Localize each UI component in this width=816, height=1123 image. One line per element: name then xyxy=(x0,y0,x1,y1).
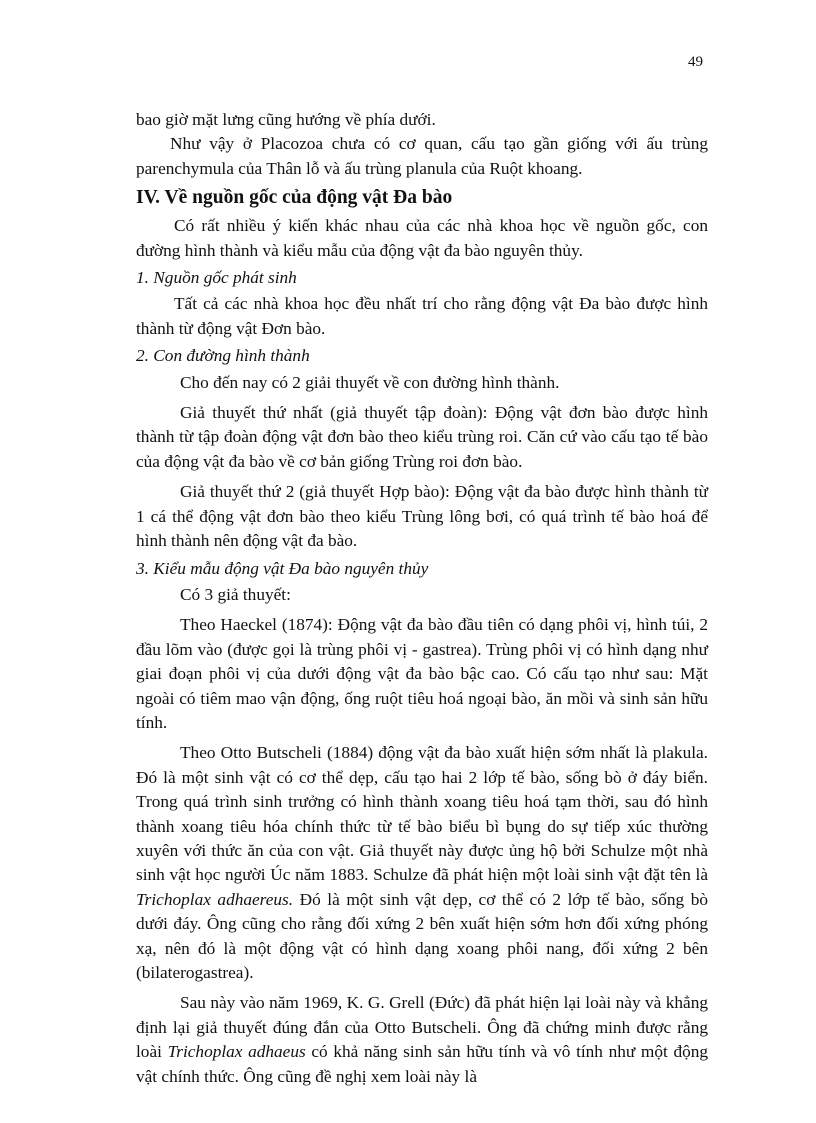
section-heading: IV. Về nguồn gốc của động vật Đa bào xyxy=(136,187,453,209)
paragraph xyxy=(136,741,708,985)
subsection-heading: 1. Nguồn gốc phát sinh xyxy=(136,268,297,288)
paragraph-text: có khả năng sinh sản hữu tính và vô tính như một động vật chính thức. Ông cũng đề nghị xem loài này là xyxy=(136,1042,709,1086)
paragraph-text: Sau này vào năm 1969, K. G. Grell (Đức) đã phát hiện lại loài này và khẳng định lại giả thuyết đúng đắn của Otto Butscheli. Ông đã chứng minh được rằng loài xyxy=(136,993,708,1062)
species-name: Trichoplax adhaereus. xyxy=(136,889,294,909)
subsection-heading: 2. Con đường hình thành xyxy=(136,346,310,366)
paragraph: Giả thuyết thứ 2 (giả thuyết Hợp bào): Động vật đa bào được hình thành từ 1 cá thể động vật đơn bào theo kiểu Trùng lông bơi, có quá trình tế bào hoá để hình thành nên động vật đa bào. xyxy=(136,482,708,551)
paragraph: Có 3 giả thuyết: xyxy=(180,584,291,604)
paragraph: Có rất nhiều ý kiến khác nhau của các nhà khoa học về nguồn gốc, con đường hình thành và kiểu mẫu của động vật đa bào nguyên thủy. xyxy=(136,216,708,260)
page-number: 49 xyxy=(688,54,703,70)
paragraph-text: Theo Otto Butscheli (1884) động vật đa bào xuất hiện sớm nhất là plakula. Đó là một sinh vật có cơ thể dẹp, cấu tạo hai 2 lớp tế bào, sống bò ở đáy biển. Trong quá trình sinh trưởng có hình thành xoang tiêu hoá tạm thời, sau đó hình thành xoang tiêu hóa chính thức từ tế bào biểu bì bụng do sự tiếp xúc thường xuyên với thức ăn của con vật. Giả thuyết này được ủng hộ bởi Schulze một nhà sinh vật học người Úc năm 1883. Schulze đã phát hiện một loài sinh vật đặt tên là xyxy=(136,743,708,885)
paragraph xyxy=(136,991,708,1089)
paragraph-text: Đó là một sinh vật dẹp, cơ thể có 2 lớp tế bào, sống bò dưới đáy. Ông cũng cho rằng đối xứng 2 bên xuất hiện sớm hơn đối xứng phóng xạ, nên đó là một động vật có hình dạng xoang phôi nang, đối xứng 2 bên (bilaterogastrea). xyxy=(136,889,708,982)
paragraph: Giả thuyết thứ nhất (giả thuyết tập đoàn): Động vật đơn bào được hình thành từ tập đoàn động vật đơn bào theo kiểu trùng roi. Căn cứ vào cấu tạo tế bào của động vật đa bào về cơ bản giống Trùng roi đơn bào. xyxy=(136,403,708,471)
paragraph: bao giờ mặt lưng cũng hướng về phía dưới. xyxy=(136,110,436,129)
paragraph: Cho đến nay có 2 giải thuyết về con đường hình thành. xyxy=(180,372,560,392)
species-name: Trichoplax adhaeus xyxy=(167,1042,306,1062)
paragraph: Như vậy ở Placozoa chưa có cơ quan, cấu tạo gần giống với ấu trùng parenchymula của Thân lỗ và ấu trùng planula của Ruột khoang. xyxy=(136,134,708,178)
page-body xyxy=(136,108,708,1089)
paragraph: Theo Haeckel (1874): Động vật đa bào đầu tiên có dạng phôi vị, hình túi, 2 đầu lõm vào (được gọi là trùng phôi vị - gastrea). Trùng phôi vị có hình dạng như giai đoạn phôi vị của dưới động vật đa bào bậc cao. Có cấu tạo như sau: Mặt ngoài có tiêm mao vận động, ống ruột tiêu hoá ngoại bào, ăn mồi và sinh sản hữu tính. xyxy=(136,615,708,732)
paragraph: Tất cả các nhà khoa học đều nhất trí cho rằng động vật Đa bào được hình thành từ động vật Đơn bào. xyxy=(136,294,708,338)
subsection-heading: 3. Kiểu mẫu động vật Đa bào nguyên thủy xyxy=(136,558,429,578)
